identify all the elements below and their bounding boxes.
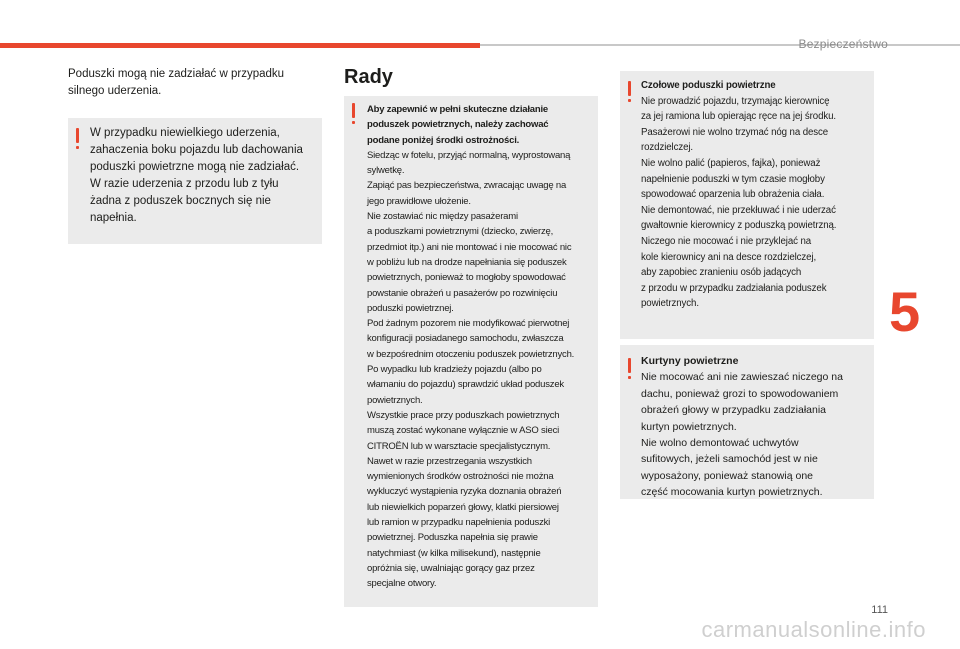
section-title: Bezpieczeństwo (798, 37, 888, 51)
text-line: z przodu w przypadku zadziałania poduszek (641, 282, 827, 294)
warning-box-minor-impact (68, 118, 322, 244)
text-line: Nie wolno demontować uchwytów (641, 437, 799, 450)
header-accent-bar (0, 43, 480, 48)
text-line: lub ramion w przypadku napełnienia poduszki (367, 517, 551, 529)
curtain-airbags-text (641, 353, 873, 501)
text-line: Pasażerowi nie wolno trzymać nóg na desce (641, 126, 829, 138)
text-line: W przypadku niewielkiego uderzenia, (90, 127, 280, 139)
text-line: żadna z poduszek bocznych się nie (90, 195, 271, 207)
warning-exclamation-icon (352, 103, 355, 118)
text-line: Nie demontować, nie przekłuwać i nie uderzać (641, 204, 836, 216)
text-line: zahaczenia boku pojazdu lub dachowania (90, 144, 303, 156)
text-line: Po wypadku lub kradzieży pojazdu (albo po (367, 364, 542, 376)
text-line: Nie prowadzić pojazdu, trzymając kierownicę (641, 95, 830, 107)
chapter-number: 5 (889, 280, 921, 343)
text-line: lub niewielkich poparzeń głowy, klatki piersiowej (367, 501, 559, 513)
text-line: poduszki powietrzne mogą nie zadziałać. (90, 161, 300, 173)
text-line: Siedząc w fotelu, przyjąć normalną, wyprostowaną (367, 149, 571, 161)
text-line: powietrznych. (367, 394, 423, 406)
text-line: włamaniu do pojazdu) sprawdzić układ poduszek (367, 379, 564, 391)
box-title: Kurtyny powietrzne (641, 355, 739, 367)
advice-heading-line: podane poniżej środki ostrożności. (367, 134, 520, 146)
advice-heading-line: Aby zapewnić w pełni skuteczne działanie (367, 104, 548, 115)
warning-box-advice (344, 96, 598, 607)
warning-exclamation-icon (628, 358, 631, 373)
text-line: rozdzielczej. (641, 142, 694, 154)
text-line: Zapiąć pas bezpieczeństwa, zwracając uwagę na (367, 180, 567, 192)
text-line: opróżnia się, uwalniając gorący gaz przez (367, 562, 535, 574)
text-line: poduszki powietrznej. (367, 302, 454, 314)
text-line: gwałtownie kierownicy z poduszką powietrzną. (641, 220, 837, 232)
text-line: spowodować oparzenia lub obrażenia ciała. (641, 189, 825, 201)
text-line: konfiguracji posiadanego samochodu, zwłaszcza (367, 333, 564, 345)
warning-exclamation-icon (628, 81, 631, 96)
text-line: specjalne otwory. (367, 578, 437, 590)
text-line: powietrznej. Poduszka napełnia się prawie (367, 532, 538, 544)
text-line: aby zapobiec zranieniu osób jadących (641, 267, 802, 279)
text-line: napełnienie poduszki w tym czasie mogłoby (641, 173, 825, 185)
intro-paragraph (68, 66, 318, 100)
text-line: część mocowania kurtyn powietrznych. (641, 486, 823, 499)
text-line: za jej ramiona lub opierając ręce na jej środku. (641, 111, 836, 123)
text-line: Niczego nie mocować i nie przyklejać na (641, 235, 812, 247)
text-line: przedmiot itp.) ani nie montować i nie mocować nic (367, 241, 572, 253)
intro-line: Poduszki mogą nie zadziałać w przypadku (68, 68, 285, 80)
text-line: Wszystkie prace przy poduszkach powietrznych (367, 409, 560, 421)
text-line: Nawet w razie przestrzegania wszystkich (367, 455, 532, 467)
text-line: wyposażony, ponieważ stanowią one (641, 469, 813, 482)
text-line: CITROËN lub w warsztacie specjalistycznym. (367, 440, 551, 452)
text-line: wykluczyć wystąpienia ryzyka doznania obrażeń (367, 486, 562, 498)
warning-box-curtain-airbags (620, 345, 874, 499)
text-line: sufitowych, jeżeli samochód jest w nie (641, 453, 818, 466)
text-line: w pobliżu lub na drodze napełniania się poduszek (367, 256, 567, 268)
text-line: natychmiast (w kilka milisekund), następnie (367, 547, 541, 559)
text-line: powietrznych. (641, 298, 699, 310)
text-line: powstanie obrażeń u pasażerów po rozwinięciu (367, 287, 558, 299)
text-line: jego prawidłowe ułożenie. (367, 195, 471, 207)
text-line: a poduszkami powietrznymi (dziecko, zwierzę, (367, 226, 554, 238)
frontal-airbags-text (641, 78, 873, 312)
header-rule (480, 44, 960, 46)
text-line: kole kierownicy ani na desce rozdzielczej, (641, 251, 817, 263)
rady-heading: Rady (344, 66, 393, 88)
text-line: napełnia. (90, 212, 137, 224)
text-line: dachu, ponieważ grozi to spowodowaniem (641, 387, 839, 400)
text-line: W razie uderzenia z przodu lub z tyłu (90, 178, 279, 190)
text-line: Nie mocować ani nie zawieszać niczego na (641, 371, 843, 384)
text-line: Pod żadnym pozorem nie modyfikować pierwotnej (367, 318, 570, 330)
watermark: carmanualsonline.info (701, 617, 926, 642)
text-line: powietrznych, ponieważ to mogłoby spowodować (367, 272, 566, 284)
page-number: 111 (871, 604, 888, 616)
text-line: muszą zostać wykonane wyłącznie w ASO sieci (367, 425, 560, 437)
box-title: Czołowe poduszki powietrzne (641, 80, 776, 91)
text-line: sylwetkę. (367, 165, 405, 177)
text-line: obrażeń głowy w przypadku zadziałania (641, 404, 827, 417)
warning-text (90, 125, 316, 227)
advice-heading-line: poduszek powietrznych, należy zachować (367, 119, 549, 131)
text-line: w bezpośrednim otoczeniu poduszek powietrznych. (367, 348, 575, 360)
warning-exclamation-icon (76, 128, 79, 143)
text-line: wymienionych środków ostrożności nie można (367, 471, 554, 483)
intro-line: silnego uderzenia. (68, 85, 162, 97)
text-line: Nie zostawiać nic między pasażerami (367, 211, 518, 223)
text-line: kurtyn powietrznych. (641, 420, 737, 433)
warning-box-frontal-airbags (620, 71, 874, 339)
text-line: Nie wolno palić (papieros, fajka), ponieważ (641, 157, 821, 169)
advice-text (367, 102, 595, 592)
